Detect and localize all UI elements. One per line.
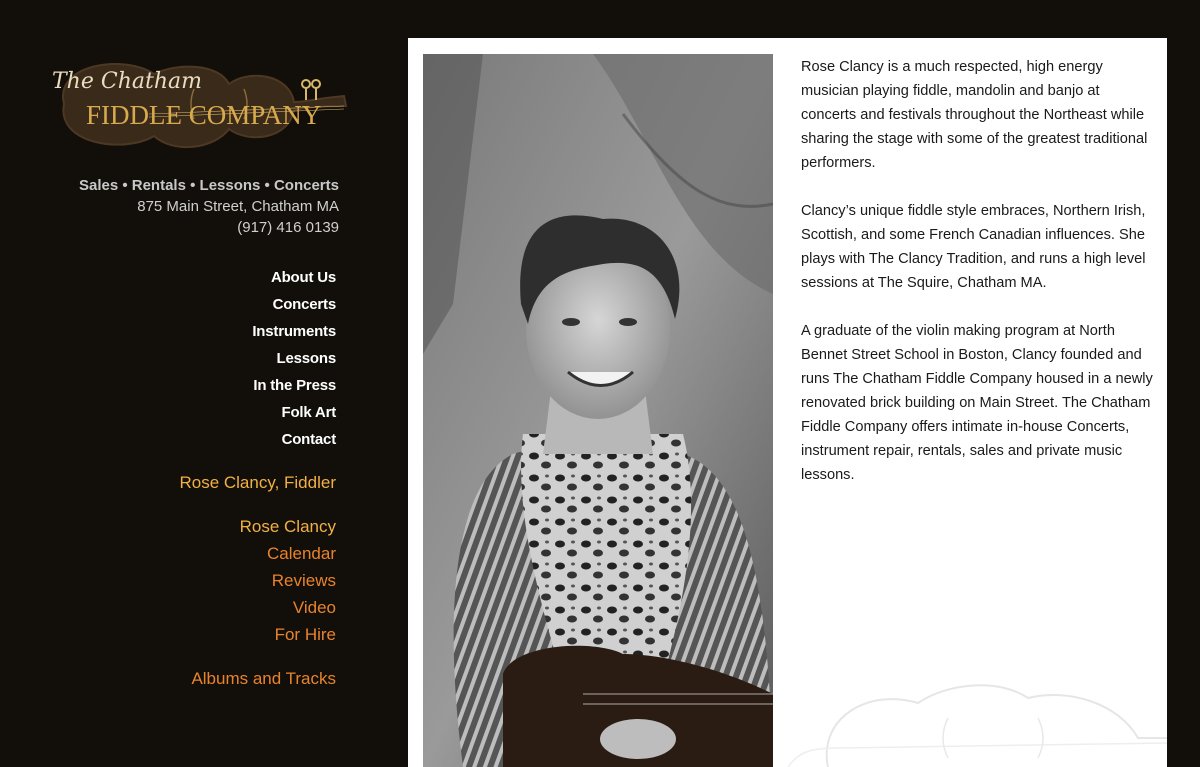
subnav-item-reviews[interactable]: Reviews bbox=[271, 571, 336, 590]
services-text: Sales • Rentals • Lessons • Concerts bbox=[78, 177, 339, 194]
bio-text bbox=[801, 55, 1153, 511]
contact-block bbox=[79, 175, 339, 238]
subnav-item-rose-clancy[interactable]: Rose Clancy bbox=[239, 517, 336, 536]
address-text: 875 Main Street, Chatham MA bbox=[137, 198, 339, 215]
subnav-item-for-hire[interactable]: For Hire bbox=[274, 625, 336, 644]
logo[interactable] bbox=[44, 44, 354, 160]
portrait-photo bbox=[423, 54, 773, 767]
nav-item-folk-art[interactable]: Folk Art bbox=[281, 404, 336, 421]
subnav-item-calendar[interactable]: Calendar bbox=[267, 544, 336, 563]
content-panel bbox=[408, 38, 1167, 767]
subnav-item-video[interactable]: Video bbox=[292, 598, 336, 617]
fiddle-logo-icon bbox=[44, 44, 354, 160]
nav-item-instruments[interactable]: Instruments bbox=[252, 323, 336, 340]
svg-text:FIDDLE COMPANY: FIDDLE COMPANY bbox=[86, 100, 322, 130]
phone-text: (917) 416 0139 bbox=[237, 219, 339, 236]
violin-watermark bbox=[778, 658, 1167, 767]
sidebar bbox=[0, 0, 400, 767]
violin-watermark-icon bbox=[778, 658, 1167, 767]
section-heading[interactable]: Rose Clancy, Fiddler bbox=[179, 473, 336, 492]
bio-paragraph: A graduate of the violin making program at North Bennet Street School in Boston, Clancy founded and runs The Chatham Fiddle Company housed in a newly renovated brick building on Main Street. The Chatham Fiddle Company offers intimate in-house Concerts, instrument repair, rentals, sales and private music lessons. bbox=[801, 323, 1153, 483]
svg-text:The Chatham: The Chatham bbox=[52, 69, 202, 94]
bio-paragraph: Rose Clancy is a much respected, high energy musician playing fiddle, mandolin and banjo at concerts and festivals throughout the Northeast while sharing the stage with some of the greatest traditional performers. bbox=[801, 59, 1148, 171]
nav-item-in-the-press[interactable]: In the Press bbox=[253, 377, 336, 394]
portrait-image-icon bbox=[423, 54, 773, 767]
sub-nav bbox=[240, 513, 336, 648]
nav-item-lessons[interactable]: Lessons bbox=[276, 350, 336, 367]
nav-item-concerts[interactable]: Concerts bbox=[272, 296, 336, 313]
nav-item-about-us[interactable]: About Us bbox=[270, 269, 336, 286]
albums-and-tracks-link[interactable]: Albums and Tracks bbox=[191, 669, 336, 688]
bio-paragraph: Clancy’s unique fiddle style embraces, Northern Irish, Scottish, and some French Canadian influences. She plays with The Clancy Tradition, and runs a high level sessions at The Squire, Chatham MA. bbox=[801, 203, 1146, 291]
nav-item-contact[interactable]: Contact bbox=[281, 431, 336, 448]
main-nav bbox=[252, 264, 336, 453]
